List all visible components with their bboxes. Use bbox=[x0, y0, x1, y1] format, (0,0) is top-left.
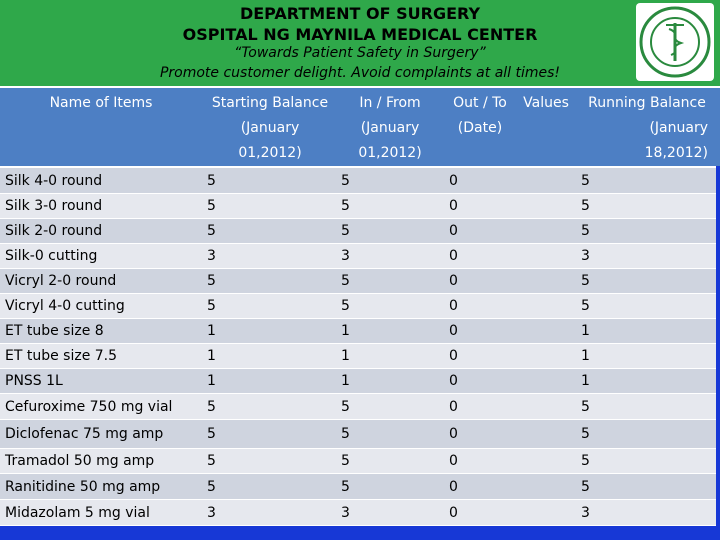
table-row bbox=[0, 319, 720, 343]
col-header-in-from: In / From (January 01,2012) bbox=[358, 95, 422, 161]
department-title: DEPARTMENT OF SURGERY bbox=[239, 4, 481, 23]
item-name-cell: Silk 3-0 round bbox=[5, 198, 103, 214]
item-name-cell: ET tube size 8 bbox=[5, 323, 104, 339]
table-row bbox=[0, 474, 720, 499]
in-from-cell: 3 bbox=[341, 248, 350, 264]
motto: “Towards Patient Safety in Surgery” bbox=[234, 45, 486, 61]
running-balance-cell: 5 bbox=[581, 273, 590, 289]
table-header bbox=[0, 88, 720, 166]
out-to-cell: 0 bbox=[449, 173, 458, 189]
starting-balance-cell: 5 bbox=[207, 399, 216, 415]
running-balance-cell: 1 bbox=[581, 348, 590, 364]
starting-balance-cell: 3 bbox=[207, 505, 216, 521]
table-row bbox=[0, 269, 720, 293]
starting-balance-cell: 5 bbox=[207, 198, 216, 214]
starting-balance-cell: 5 bbox=[207, 298, 216, 314]
item-name-cell: Diclofenac 75 mg amp bbox=[5, 426, 164, 442]
item-name-cell: Silk 4-0 round bbox=[5, 173, 103, 189]
out-to-cell: 0 bbox=[449, 298, 458, 314]
starting-balance-cell: 1 bbox=[207, 323, 216, 339]
item-name-cell: Cefuroxime 750 mg vial bbox=[5, 399, 173, 415]
starting-balance-cell: 5 bbox=[207, 173, 216, 189]
starting-balance-cell: 1 bbox=[207, 373, 216, 389]
table-row bbox=[0, 294, 720, 318]
in-from-cell: 1 bbox=[341, 373, 350, 389]
out-to-cell: 0 bbox=[449, 453, 458, 469]
running-balance-cell: 1 bbox=[581, 323, 590, 339]
out-to-cell: 0 bbox=[449, 426, 458, 442]
table-row bbox=[0, 420, 720, 448]
table-row bbox=[0, 244, 720, 268]
running-balance-cell: 1 bbox=[581, 373, 590, 389]
in-from-cell: 5 bbox=[341, 426, 350, 442]
item-name-cell: Vicryl 4-0 cutting bbox=[5, 298, 125, 314]
in-from-cell: 5 bbox=[341, 479, 350, 495]
slogan: Promote customer delight. Avoid complaints at all times! bbox=[159, 65, 561, 81]
table-row bbox=[0, 219, 720, 243]
out-to-cell: 0 bbox=[449, 505, 458, 521]
item-name-cell: Vicryl 2-0 round bbox=[5, 273, 117, 289]
running-balance-cell: 5 bbox=[581, 198, 590, 214]
table-row bbox=[0, 168, 720, 193]
slide-edge bbox=[716, 166, 720, 526]
running-balance-cell: 3 bbox=[581, 248, 590, 264]
in-from-cell: 5 bbox=[341, 223, 350, 239]
running-balance-cell: 5 bbox=[581, 399, 590, 415]
in-from-cell: 5 bbox=[341, 453, 350, 469]
out-to-cell: 0 bbox=[449, 273, 458, 289]
starting-balance-cell: 1 bbox=[207, 348, 216, 364]
out-to-cell: 0 bbox=[449, 479, 458, 495]
out-to-cell: 0 bbox=[449, 223, 458, 239]
starting-balance-cell: 5 bbox=[207, 426, 216, 442]
in-from-cell: 5 bbox=[341, 399, 350, 415]
out-to-cell: 0 bbox=[449, 373, 458, 389]
item-name-cell: ET tube size 7.5 bbox=[5, 348, 118, 364]
in-from-cell: 1 bbox=[341, 348, 350, 364]
running-balance-cell: 5 bbox=[581, 479, 590, 495]
table-row bbox=[0, 500, 720, 525]
table-row bbox=[0, 369, 720, 393]
running-balance-cell: 5 bbox=[581, 223, 590, 239]
table-row bbox=[0, 344, 720, 368]
hospital-name: OSPITAL NG MAYNILA MEDICAL CENTER bbox=[182, 25, 538, 44]
table-row bbox=[0, 194, 720, 218]
item-name-cell: PNSS 1L bbox=[5, 373, 63, 389]
in-from-cell: 5 bbox=[341, 273, 350, 289]
col-header-name: Name of Items bbox=[49, 95, 153, 111]
running-balance-cell: 5 bbox=[581, 298, 590, 314]
footer-bar bbox=[0, 526, 720, 540]
item-name-cell: Ranitidine 50 mg amp bbox=[5, 479, 161, 495]
in-from-cell: 5 bbox=[341, 198, 350, 214]
running-balance-cell: 5 bbox=[581, 173, 590, 189]
item-name-cell: Midazolam 5 mg vial bbox=[5, 505, 150, 521]
item-name-cell: Silk 2-0 round bbox=[5, 223, 103, 239]
col-header-running-balance: Running Balance (January 18,2012) bbox=[588, 95, 708, 161]
table-row bbox=[0, 449, 720, 473]
starting-balance-cell: 5 bbox=[207, 479, 216, 495]
table-row bbox=[0, 394, 720, 419]
out-to-cell: 0 bbox=[449, 248, 458, 264]
starting-balance-cell: 3 bbox=[207, 248, 216, 264]
title-banner bbox=[0, 0, 720, 86]
out-to-cell: 0 bbox=[449, 198, 458, 214]
out-to-cell: 0 bbox=[449, 348, 458, 364]
hospital-seal-icon bbox=[636, 3, 714, 81]
in-from-cell: 1 bbox=[341, 323, 350, 339]
out-to-cell: 0 bbox=[449, 399, 458, 415]
col-header-starting-balance: Starting Balance (January 01,2012) bbox=[211, 95, 329, 161]
col-header-values: Values bbox=[523, 95, 569, 111]
running-balance-cell: 3 bbox=[581, 505, 590, 521]
out-to-cell: 0 bbox=[449, 323, 458, 339]
running-balance-cell: 5 bbox=[581, 426, 590, 442]
running-balance-cell: 5 bbox=[581, 453, 590, 469]
starting-balance-cell: 5 bbox=[207, 223, 216, 239]
item-name-cell: Silk-0 cutting bbox=[5, 248, 98, 264]
in-from-cell: 3 bbox=[341, 505, 350, 521]
col-header-out-to: Out / To (Date) bbox=[453, 95, 507, 136]
item-name-cell: Tramadol 50 mg amp bbox=[5, 453, 155, 469]
starting-balance-cell: 5 bbox=[207, 453, 216, 469]
in-from-cell: 5 bbox=[341, 298, 350, 314]
starting-balance-cell: 5 bbox=[207, 273, 216, 289]
in-from-cell: 5 bbox=[341, 173, 350, 189]
